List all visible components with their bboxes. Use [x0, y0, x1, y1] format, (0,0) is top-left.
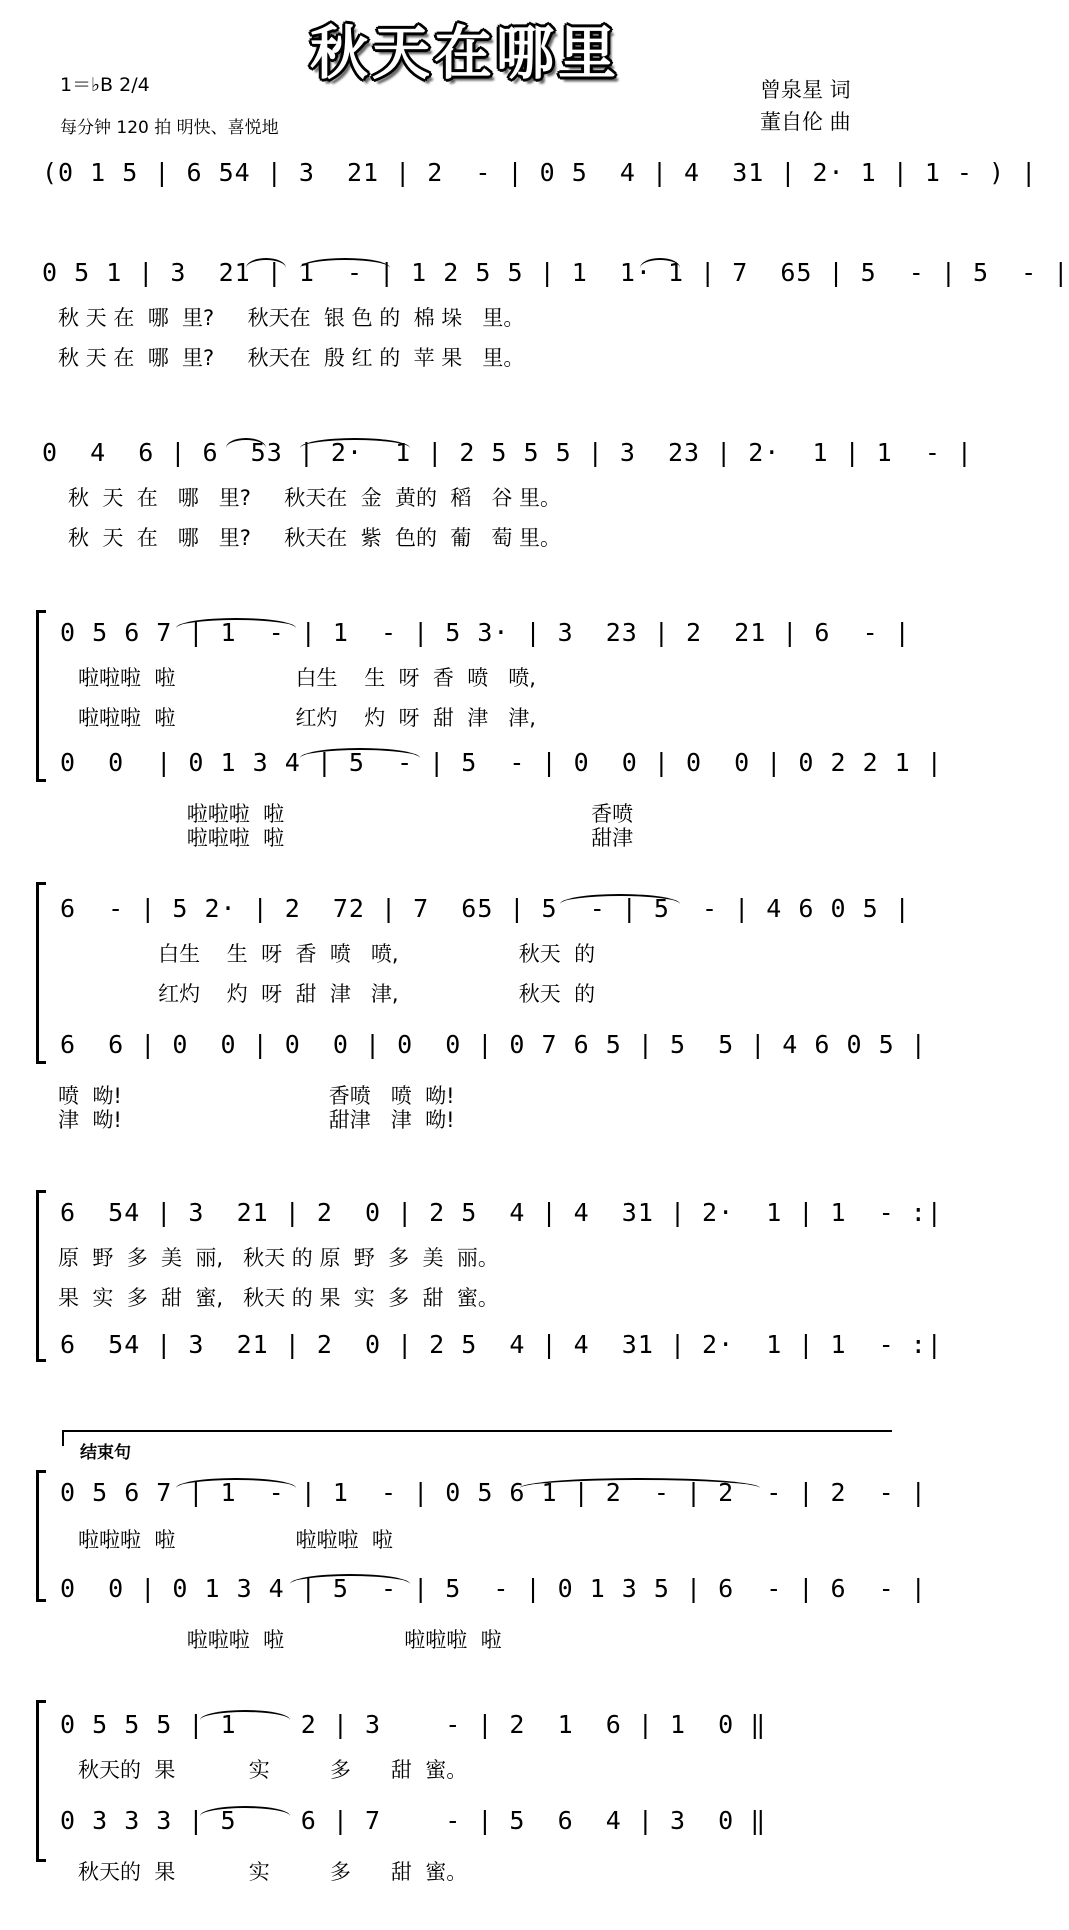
lyric-line: 果 实 多 甜 蜜, 秋天 的 果 实 多 甜 蜜。	[58, 1286, 499, 1310]
lyric-line: 秋天的 果 实 多 甜 蜜。	[78, 1860, 468, 1884]
tempo-marking: 每分钟 120 拍 明快、喜悦地	[60, 118, 279, 138]
lyric-line: 秋 天 在 哪 里? 秋天在 银 色 的 棉 垛 里。	[58, 306, 525, 330]
notation-line: 0 5 1 | 3 21 | 1 - | 1 2 5 5 | 1 1· 1 | 7 65 | 5 - | 5 - |	[42, 258, 1069, 287]
lyric-line: 白生 生 呀 香 喷 喷, 秋天 的	[78, 942, 596, 966]
system-bracket	[36, 1190, 39, 1362]
lyric-line: 啦啦啦 啦 甜津	[120, 826, 634, 850]
notation-line: 6 - | 5 2· | 2 72 | 7 65 | 5 - | 5 - | 4 6 0 5 |	[60, 894, 911, 923]
lyric-line: 秋天的 果 实 多 甜 蜜。	[78, 1758, 468, 1782]
notation-line: 6 6 | 0 0 | 0 0 | 0 0 | 0 7 6 5 | 5 5 | 4 6 0 5 |	[60, 1030, 927, 1059]
lyric-line: 啦啦啦 啦 红灼 灼 呀 甜 津 津,	[78, 706, 536, 730]
notation-line: 0 0 | 0 1 3 4 | 5 - | 5 - | 0 0 | 0 0 | 0 2 2 1 |	[60, 748, 943, 777]
lyric-line: 啦啦啦 啦 香喷	[120, 802, 634, 826]
lyric-line: 秋 天 在 哪 里? 秋天在 紫 色的 葡 萄 里。	[68, 526, 562, 550]
song-title: 秋天在哪里	[309, 19, 620, 87]
system-bracket	[36, 1470, 39, 1602]
notation-line: 0 5 5 5 | 1 2 | 3 - | 2 1 6 | 1 0 ‖	[60, 1710, 767, 1739]
system-bracket	[36, 610, 39, 782]
composer-credit: 董自伦 曲	[760, 110, 851, 134]
system-bracket	[36, 882, 39, 1064]
lyric-line: 啦啦啦 啦 啦啦啦 啦	[78, 1528, 393, 1552]
lyric-line: 红灼 灼 呀 甜 津 津, 秋天 的	[78, 982, 596, 1006]
notation-line: 0 5 6 7 | 1 - | 1 - | 0 5 6 1 | 2 - | 2 - | 2 - |	[60, 1478, 927, 1507]
ending-label: 结束句	[80, 1443, 131, 1463]
notation-line: 6 54 | 3 21 | 2 0 | 2 5 4 | 4 31 | 2· 1 | 1 - :|	[60, 1198, 943, 1227]
lyric-line: 喷 呦! 香喷 喷 呦!	[58, 1084, 455, 1108]
notation-line: 0 0 | 0 1 3 4 | 5 - | 5 - | 0 1 3 5 | 6 - | 6 - |	[60, 1574, 927, 1603]
lyricist-credit: 曾泉星 词	[760, 78, 851, 102]
lyric-line: 秋 天 在 哪 里? 秋天在 金 黄的 稻 谷 里。	[68, 486, 562, 510]
ending-bracket	[62, 1430, 892, 1432]
notation-line: (0 1 5 | 6 54 | 3 21 | 2 - | 0 5 4 | 4 31 | 2· 1 | 1 - ) |	[42, 158, 1038, 187]
system-bracket	[36, 1700, 39, 1862]
lyric-line: 啦啦啦 啦 啦啦啦 啦	[120, 1628, 502, 1652]
key-signature: 1＝♭B 2/4	[60, 74, 150, 96]
lyric-line: 津 呦! 甜津 津 呦!	[58, 1108, 455, 1132]
lyric-line: 原 野 多 美 丽, 秋天 的 原 野 多 美 丽。	[58, 1246, 499, 1270]
notation-line: 0 3 3 3 | 5 6 | 7 - | 5 6 4 | 3 0 ‖	[60, 1806, 767, 1835]
notation-line: 6 54 | 3 21 | 2 0 | 2 5 4 | 4 31 | 2· 1 | 1 - :|	[60, 1330, 943, 1359]
lyric-line: 啦啦啦 啦 白生 生 呀 香 喷 喷,	[78, 666, 536, 690]
lyric-line: 秋 天 在 哪 里? 秋天在 殷 红 的 苹 果 里。	[58, 346, 525, 370]
notation-line: 0 4 6 | 6 53 | 2· 1 | 2 5 5 5 | 3 23 | 2· 1 | 1 - |	[42, 438, 973, 467]
notation-line: 0 5 6 7 | 1 - | 1 - | 5 3· | 3 23 | 2 21 | 6 - |	[60, 618, 911, 647]
